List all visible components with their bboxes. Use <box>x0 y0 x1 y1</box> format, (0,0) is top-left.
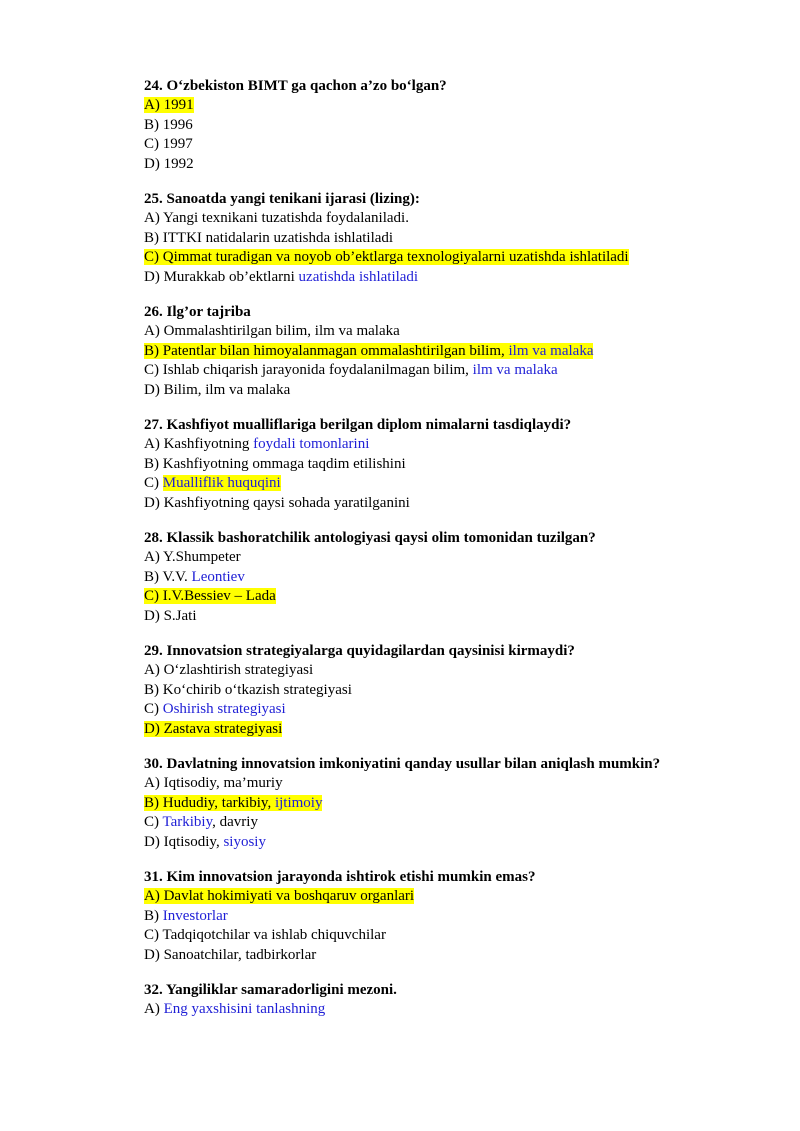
question-block <box>144 415 744 513</box>
option-text: C) Tadqiqotchilar va ishlab chiquvchilar <box>144 927 386 943</box>
answer-option <box>144 946 744 966</box>
question-title: 30. Davlatning innovatsion imkoniyatini qanday usullar bilan aniqlash mumkin? <box>144 756 661 772</box>
highlighted-answer-text: A) 1991 <box>144 97 194 113</box>
question-block <box>144 189 744 287</box>
option-text: D) S.Jati <box>144 607 197 624</box>
option-text: B) <box>144 907 163 924</box>
option-text: ilm va malaka <box>472 362 558 378</box>
question-block <box>144 754 744 852</box>
option-text: B) V.V. <box>144 568 192 585</box>
answer-option <box>144 116 744 136</box>
answer-option <box>144 794 744 814</box>
question-title: 26. Ilg’or tajriba <box>144 304 251 320</box>
answer-option <box>144 607 744 627</box>
answer-option <box>144 435 744 455</box>
option-text: B) ITTKI natidalarin uzatishda ishlatiladi <box>144 229 394 246</box>
option-text: siyosiy <box>223 833 266 850</box>
answer-option <box>144 926 744 946</box>
answer-option <box>144 361 744 381</box>
answer-option <box>144 568 744 588</box>
option-text: C) <box>144 475 163 491</box>
answer-option <box>144 135 744 155</box>
question-block <box>144 980 744 1020</box>
option-text: B) Kashfiyotning ommaga taqdim etilishini <box>144 455 406 472</box>
option-text: C) Ishlab chiqarish jarayonida foydalanilmagan bilim, <box>144 362 473 378</box>
option-text: Leontiev <box>191 568 245 585</box>
question-block <box>144 528 744 626</box>
question-block <box>144 76 744 174</box>
answer-option <box>144 455 744 475</box>
option-text: A) Iqtisodiy, ma’muriy <box>144 775 283 791</box>
option-text: D) Kashfiyotning qaysi sohada yaratilganini <box>144 494 410 511</box>
option-text: Oshirish strategiyasi <box>162 701 286 717</box>
question-title: 31. Kim innovatsion jarayonda ishtirok etishi mumkin emas? <box>144 869 536 885</box>
highlighted-answer-text: ijtimoiy <box>274 794 323 811</box>
option-text: , davriy <box>212 814 258 830</box>
answer-option <box>144 229 744 249</box>
highlighted-answer-text: A) Davlat hokimiyati va boshqaruv organlari <box>144 888 415 904</box>
highlighted-answer-text: B) Hududiy, tarkibiy, <box>144 794 275 811</box>
option-text: A) Y.Shumpeter <box>144 549 241 565</box>
answer-option <box>144 887 744 907</box>
answer-option <box>144 661 744 681</box>
option-text: foydali tomonlarini <box>253 436 370 452</box>
answer-option <box>144 813 744 833</box>
option-text: uzatishda ishlatiladi <box>298 268 419 285</box>
option-text: B) 1996 <box>144 116 193 133</box>
option-text: C) <box>144 701 163 717</box>
answer-option <box>144 700 744 720</box>
answer-option <box>144 248 744 268</box>
answer-option <box>144 322 744 342</box>
option-text: Tarkibiy <box>162 814 213 830</box>
question-block <box>144 867 744 965</box>
question-title: 32. Yangiliklar samaradorligini mezoni. <box>144 982 397 998</box>
highlighted-answer-text: ilm va malaka <box>508 342 594 359</box>
option-text: A) O‘zlashtirish strategiyasi <box>144 662 314 678</box>
question-block <box>144 641 744 739</box>
answer-option <box>144 96 744 116</box>
question-list <box>144 76 744 1035</box>
answer-option <box>144 494 744 514</box>
option-text: D) Sanoatchilar, tadbirkorlar <box>144 946 317 963</box>
answer-option <box>144 774 744 794</box>
answer-option <box>144 907 744 927</box>
highlighted-answer-text: B) Patentlar bilan himoyalanmagan ommalashtirilgan bilim, <box>144 342 509 359</box>
question-block <box>144 302 744 400</box>
question-title: 28. Klassik bashoratchilik antologiyasi qaysi olim tomonidan tuzilgan? <box>144 530 596 546</box>
answer-option <box>144 833 744 853</box>
option-text: Investorlar <box>162 907 228 924</box>
answer-option <box>144 474 744 494</box>
answer-option <box>144 381 744 401</box>
question-title: 25. Sanoatda yangi tenikani ijarasi (lizing): <box>144 191 420 207</box>
option-text: Eng yaxshisini tanlashning <box>163 1001 326 1017</box>
option-text: C) <box>144 814 163 830</box>
highlighted-answer-text: D) Zastava strategiyasi <box>144 720 283 737</box>
option-text: D) 1992 <box>144 155 194 172</box>
answer-option <box>144 209 744 229</box>
highlighted-answer-text: Mualliflik huquqini <box>162 475 281 491</box>
answer-option <box>144 268 744 288</box>
answer-option <box>144 720 744 740</box>
answer-option <box>144 587 744 607</box>
highlighted-answer-text: C) I.V.Bessiev – Lada <box>144 588 276 604</box>
option-text: C) 1997 <box>144 136 193 152</box>
option-text: B) Ko‘chirib o‘tkazish strategiyasi <box>144 681 352 698</box>
option-text: A) Kashfiyotning <box>144 436 254 452</box>
option-text: D) Iqtisodiy, <box>144 833 224 850</box>
option-text: D) Murakkab ob’ektlarni <box>144 268 299 285</box>
question-title: 27. Kashfiyot mualliflariga berilgan diplom nimalarni tasdiqlaydi? <box>144 417 572 433</box>
option-text: A) Yangi texnikani tuzatishda foydalaniladi. <box>144 210 409 226</box>
highlighted-answer-text: C) Qimmat turadigan va noyob ob’ektlarga texnologiyalarni uzatishda ishlatiladi <box>144 249 629 265</box>
answer-option <box>144 548 744 568</box>
question-title: 29. Innovatsion strategiyalarga quyidagilardan qaysinisi kirmaydi? <box>144 643 575 659</box>
option-text: D) Bilim, ilm va malaka <box>144 381 291 398</box>
question-title: 24. O‘zbekiston BIMT ga qachon a’zo bo‘lgan? <box>144 78 447 94</box>
answer-option <box>144 1000 744 1020</box>
answer-option <box>144 155 744 175</box>
option-text: A) <box>144 1001 164 1017</box>
answer-option <box>144 681 744 701</box>
answer-option <box>144 342 744 362</box>
option-text: A) Ommalashtirilgan bilim, ilm va malaka <box>144 323 400 339</box>
